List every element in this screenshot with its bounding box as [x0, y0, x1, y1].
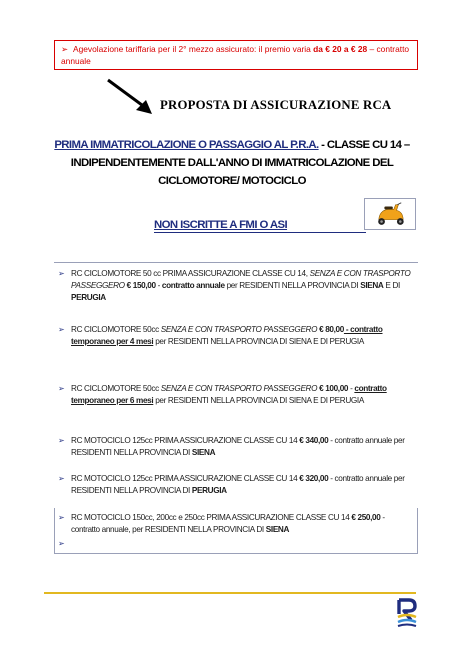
diagonal-arrow-icon	[104, 76, 158, 118]
headline	[40, 136, 424, 190]
arrowhead-bullet-icon: ➢	[58, 474, 65, 483]
arrowhead-bullet-icon: ➢	[58, 513, 65, 522]
arrowhead-bullet-icon: ➢	[58, 384, 65, 393]
arrowhead-bullet-icon: ➢	[58, 436, 65, 445]
list-item: ➢ RC MOTOCICLO 125cc PRIMA ASSICURAZIONE CLASSE CU 14 € 320,00 - contratto annuale per RESIDENTI NELLA PROVINCIA DI PERUGIA	[58, 474, 405, 495]
list-divider	[54, 262, 418, 263]
arrowhead-bullet-icon: ➢	[58, 539, 65, 548]
list-item: ➢ RC CICLOMOTORE 50 cc PRIMA ASSICURAZIONE CLASSE CU 14, SENZA E CON TRASPORTO PASSEGGERO € 150,00 - contratto annuale per RESIDENTI NELLA PROVINCIA DI SIENA E DI PERUGIA	[58, 269, 411, 302]
footer-divider	[44, 592, 416, 594]
headline-class: - CLASSE CU 14 – INDIPENDENTEMENTE DALL'ANNO DI IMMATRICOLAZIONE DEL CICLOMOTORE/ MOTOCICLO	[70, 139, 410, 187]
proposal-title: PROPOSTA DI ASSICURAZIONE RCA	[160, 98, 392, 112]
scooter-icon	[364, 198, 416, 230]
arrowhead-bullet-icon: ➢	[58, 269, 65, 278]
tariff-discount-box	[54, 40, 418, 70]
list-item: ➢ RC MOTOCICLO 150cc, 200cc e 250cc PRIMA ASSICURAZIONE CLASSE CU 14 € 250,00 - contratto annuale, per RESIDENTI NELLA PROVINCIA DI SIENA	[58, 513, 385, 534]
discount-contract: – contratto annuale	[61, 44, 410, 66]
discount-text: Agevolazione tariffaria per il 2° mezzo assicurato: il premio varia	[73, 44, 314, 54]
discount-amount: da € 20 a € 28	[313, 44, 368, 54]
list-item: ➢ RC CICLOMOTORE 50cc SENZA E CON TRASPORTO PASSEGGERO € 100,00 - contratto temporaneo per 6 mesi per RESIDENTI NELLA PROVINCIA DI SIENA E DI PERUGIA	[58, 384, 387, 405]
arrowhead-bullet-icon: ➢	[61, 44, 69, 54]
list-item: ➢ RC CICLOMOTORE 50cc SENZA E CON TRASPORTO PASSEGGERO € 80,00 - contratto temporaneo per 4 mesi per RESIDENTI NELLA PROVINCIA DI SIENA E DI PERUGIA	[58, 325, 383, 346]
list-item: ➢ RC MOTOCICLO 125cc PRIMA ASSICURAZIONE CLASSE CU 14 € 340,00 - contratto annuale per RESIDENTI NELLA PROVINCIA DI SIENA	[58, 436, 405, 457]
company-logo-icon	[396, 598, 418, 628]
headline-registration: PRIMA IMMATRICOLAZIONE O PASSAGGIO AL P.R.A.	[54, 139, 319, 151]
arrowhead-bullet-icon: ➢	[58, 325, 65, 334]
non-members-heading: NON ISCRITTE A FMI O ASI	[154, 219, 366, 233]
